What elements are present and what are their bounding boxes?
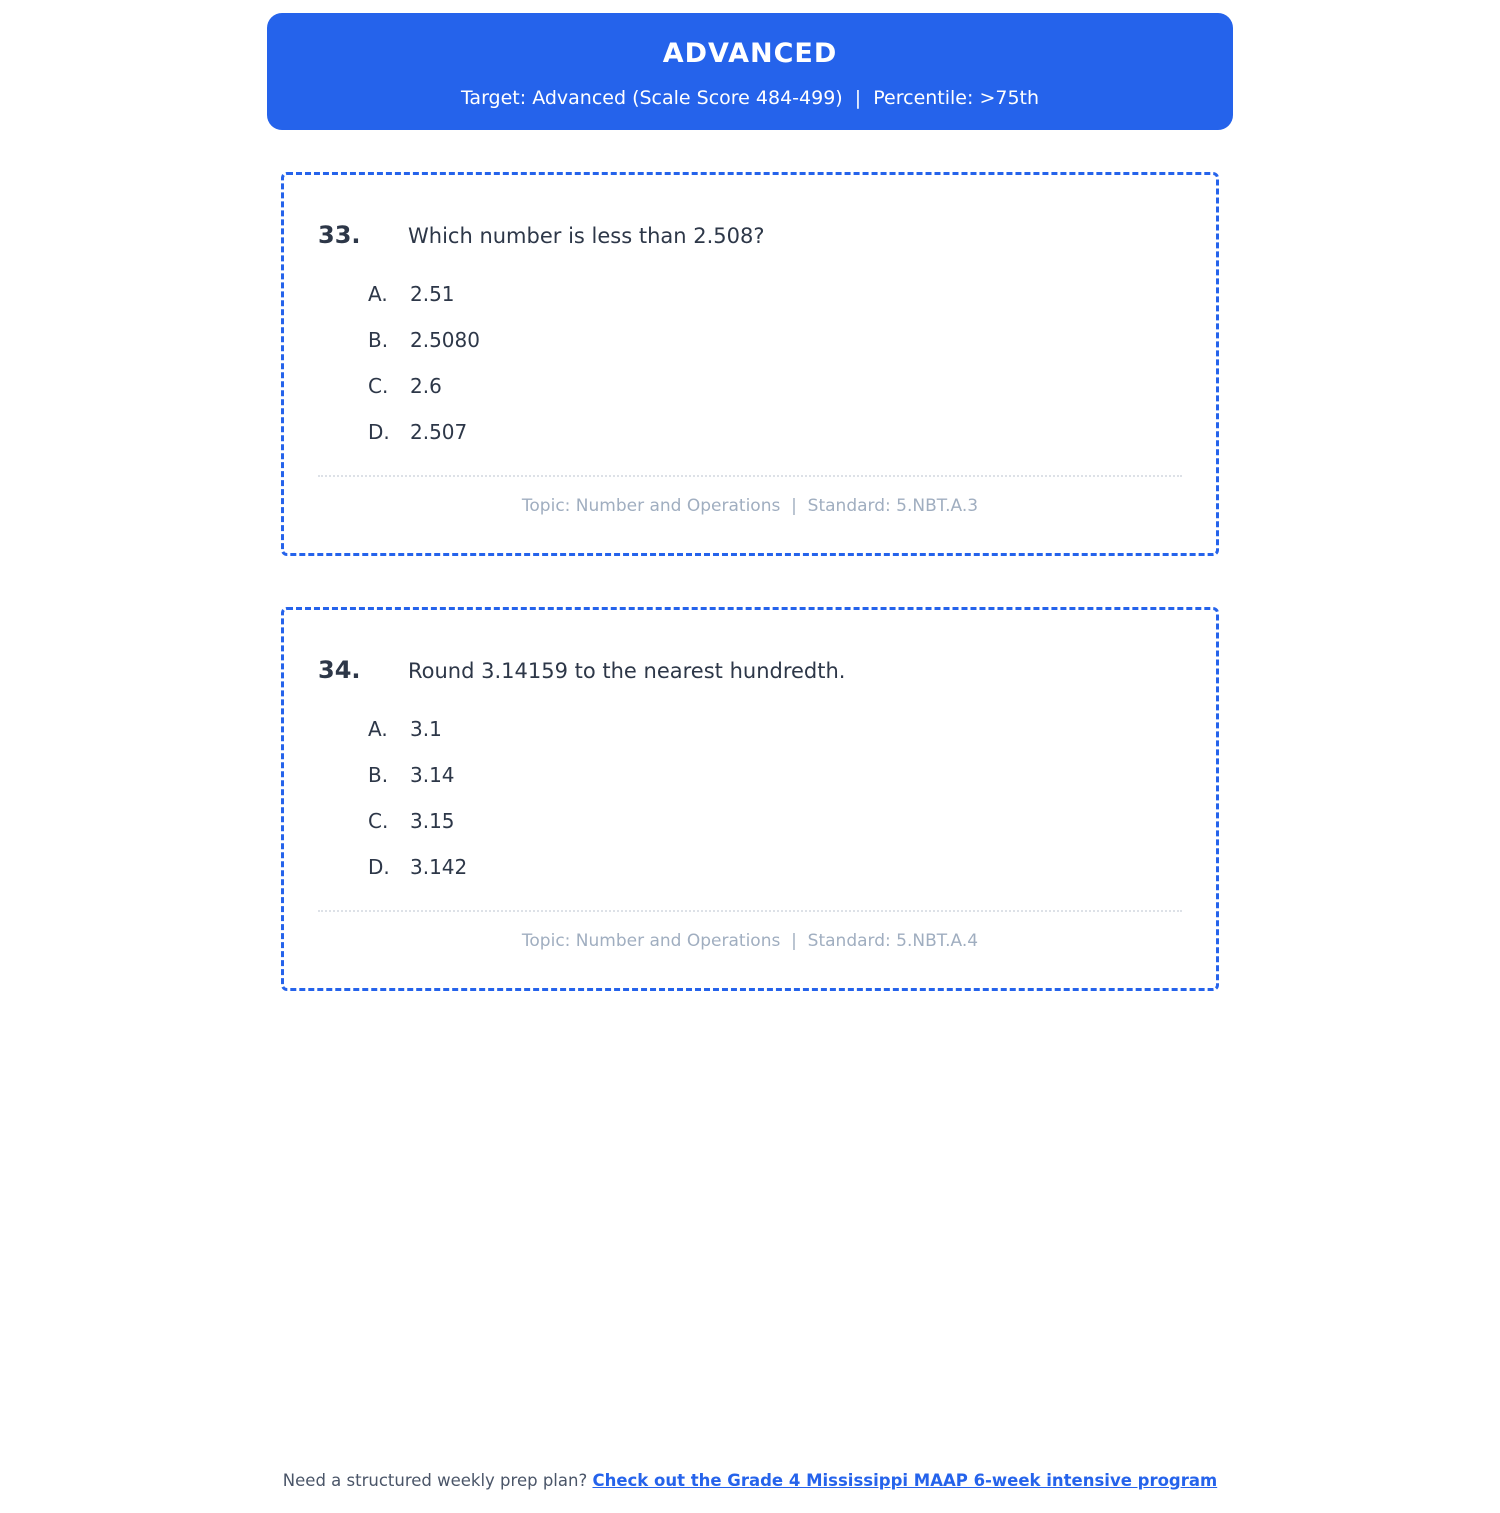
level-banner (267, 13, 1233, 130)
option-value: 2.6 (410, 374, 442, 398)
question-card-34 (281, 607, 1219, 991)
divider (318, 475, 1182, 477)
option-letter: C. (368, 809, 389, 833)
option-value: 3.15 (410, 809, 455, 833)
options-list (368, 281, 1182, 445)
footer-prompt: Need a structured weekly prep plan? (282, 1471, 593, 1490)
option-b (368, 327, 1182, 353)
option-d (368, 854, 1182, 880)
option-value: 3.142 (410, 855, 468, 879)
options-list (368, 716, 1182, 880)
banner-subtitle: Target: Advanced (Scale Score 484-499) | Percentile: >75th (460, 86, 1040, 109)
option-value: 3.14 (410, 763, 455, 787)
question-card-33 (281, 172, 1219, 556)
footer-note (0, 1470, 1500, 1492)
question-text: Round 3.14159 to the nearest hundredth. (408, 659, 846, 683)
question-row (318, 655, 1182, 686)
option-a (368, 281, 1182, 307)
question-text: Which number is less than 2.508? (408, 224, 765, 248)
option-c (368, 808, 1182, 834)
option-letter: A. (368, 282, 388, 306)
option-d (368, 419, 1182, 445)
option-letter: B. (368, 328, 389, 352)
option-letter: A. (368, 717, 388, 741)
question-row (318, 220, 1182, 251)
option-letter: D. (368, 420, 390, 444)
question-number: 33. (318, 221, 361, 249)
option-c (368, 373, 1182, 399)
option-a (368, 716, 1182, 742)
prep-program-link[interactable]: Check out the Grade 4 Mississippi MAAP 6-week intensive program (592, 1471, 1218, 1490)
option-b (368, 762, 1182, 788)
question-number: 34. (318, 656, 361, 684)
option-letter: D. (368, 855, 390, 879)
option-value: 2.5080 (410, 328, 480, 352)
option-value: 3.1 (410, 717, 442, 741)
option-value: 2.51 (410, 282, 455, 306)
banner-title: ADVANCED (662, 37, 838, 69)
question-meta: Topic: Number and Operations | Standard: 5.NBT.A.4 (521, 931, 979, 951)
option-letter: B. (368, 763, 389, 787)
question-meta: Topic: Number and Operations | Standard: 5.NBT.A.3 (521, 496, 979, 516)
divider (318, 910, 1182, 912)
option-letter: C. (368, 374, 389, 398)
option-value: 2.507 (410, 420, 468, 444)
